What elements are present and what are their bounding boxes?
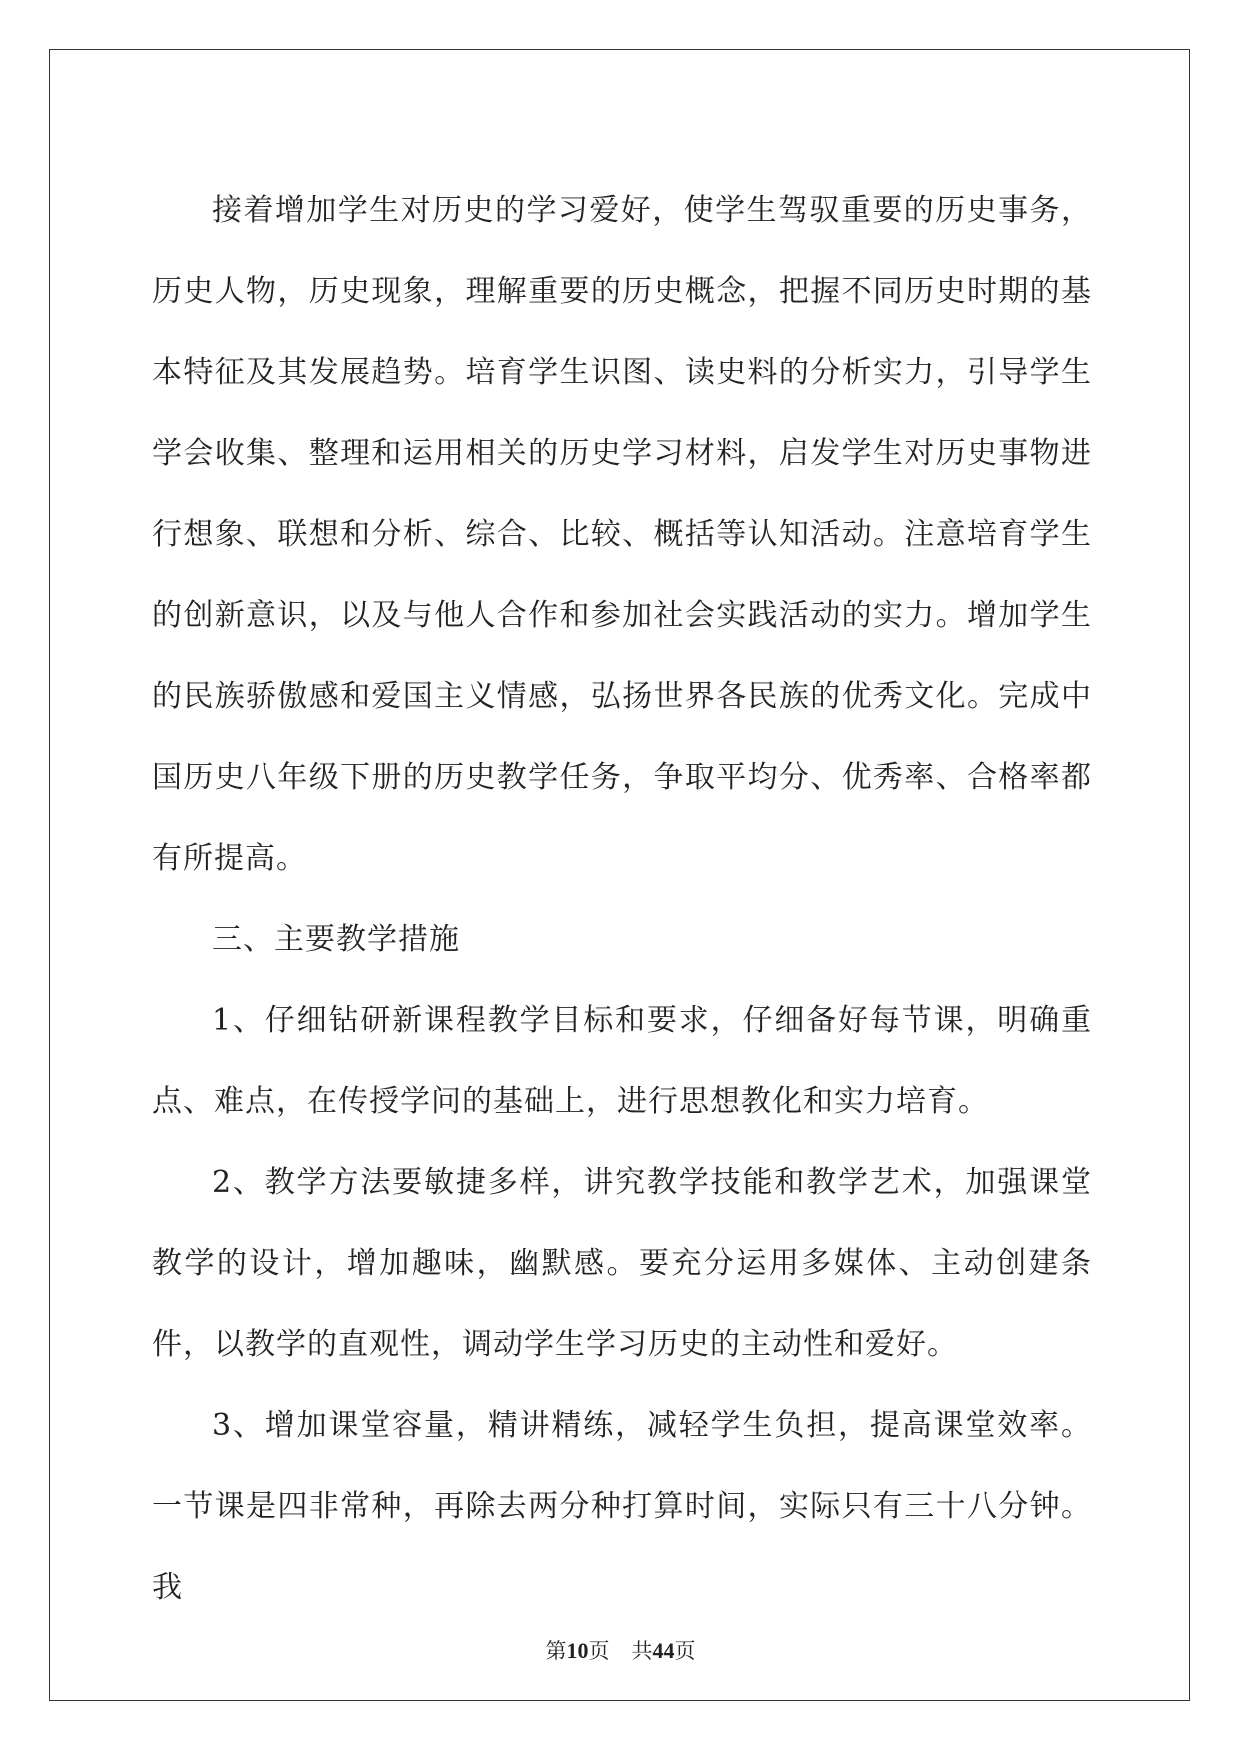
footer-total-prefix: 共 [631,1639,653,1663]
document-body [152,170,1092,1628]
current-page-number: 10 [566,1638,589,1663]
footer-prefix: 第 [545,1639,567,1663]
paragraph-measure-1: 1、仔细钻研新课程教学目标和要求，仔细备好每节课，明确重点、难点，在传授学问的基础上，进行思想教化和实力培育。 [152,1003,1092,1119]
footer-page-suffix: 页 [588,1639,610,1663]
paragraph-measure-2: 2、教学方法要敏捷多样，讲究教学技能和教学艺术，加强课堂教学的设计，增加趣味，幽默感。要充分运用多媒体、主动创建条件，以教学的直观性，调动学生学习历史的主动性和爱好。 [152,1165,1092,1362]
paragraph-measure-3: 3、增加课堂容量，精讲精练，减轻学生负担，提高课堂效率。一节课是四非常种，再除去两分种打算时间，实际只有三十八分钟。我 [152,1408,1092,1605]
footer-total-suffix: 页 [674,1639,696,1663]
total-page-count: 44 [652,1638,675,1663]
paragraph-goals: 接着增加学生对历史的学习爱好，使学生驾驭重要的历史事务，历史人物，历史现象，理解重要的历史概念，把握不同历史时期的基本特征及其发展趋势。培育学生识图、读史料的分析实力，引导学生学会收集、整理和运用相关的历史学习材料，启发学生对历史事物进行想象、联想和分析、综合、比较、概括等认知活动。注意培育学生的创新意识，以及与他人合作和参加社会实践活动的实力。增加学生的民族骄傲感和爱国主义情感，弘扬世界各民族的优秀文化。完成中国历史八年级下册的历史教学任务，争取平均分、优秀率、合格率都有所提高。 [152,193,1092,876]
section-heading-teaching-measures: 三、主要教学措施 [212,922,460,957]
page-footer [0,1637,1241,1665]
